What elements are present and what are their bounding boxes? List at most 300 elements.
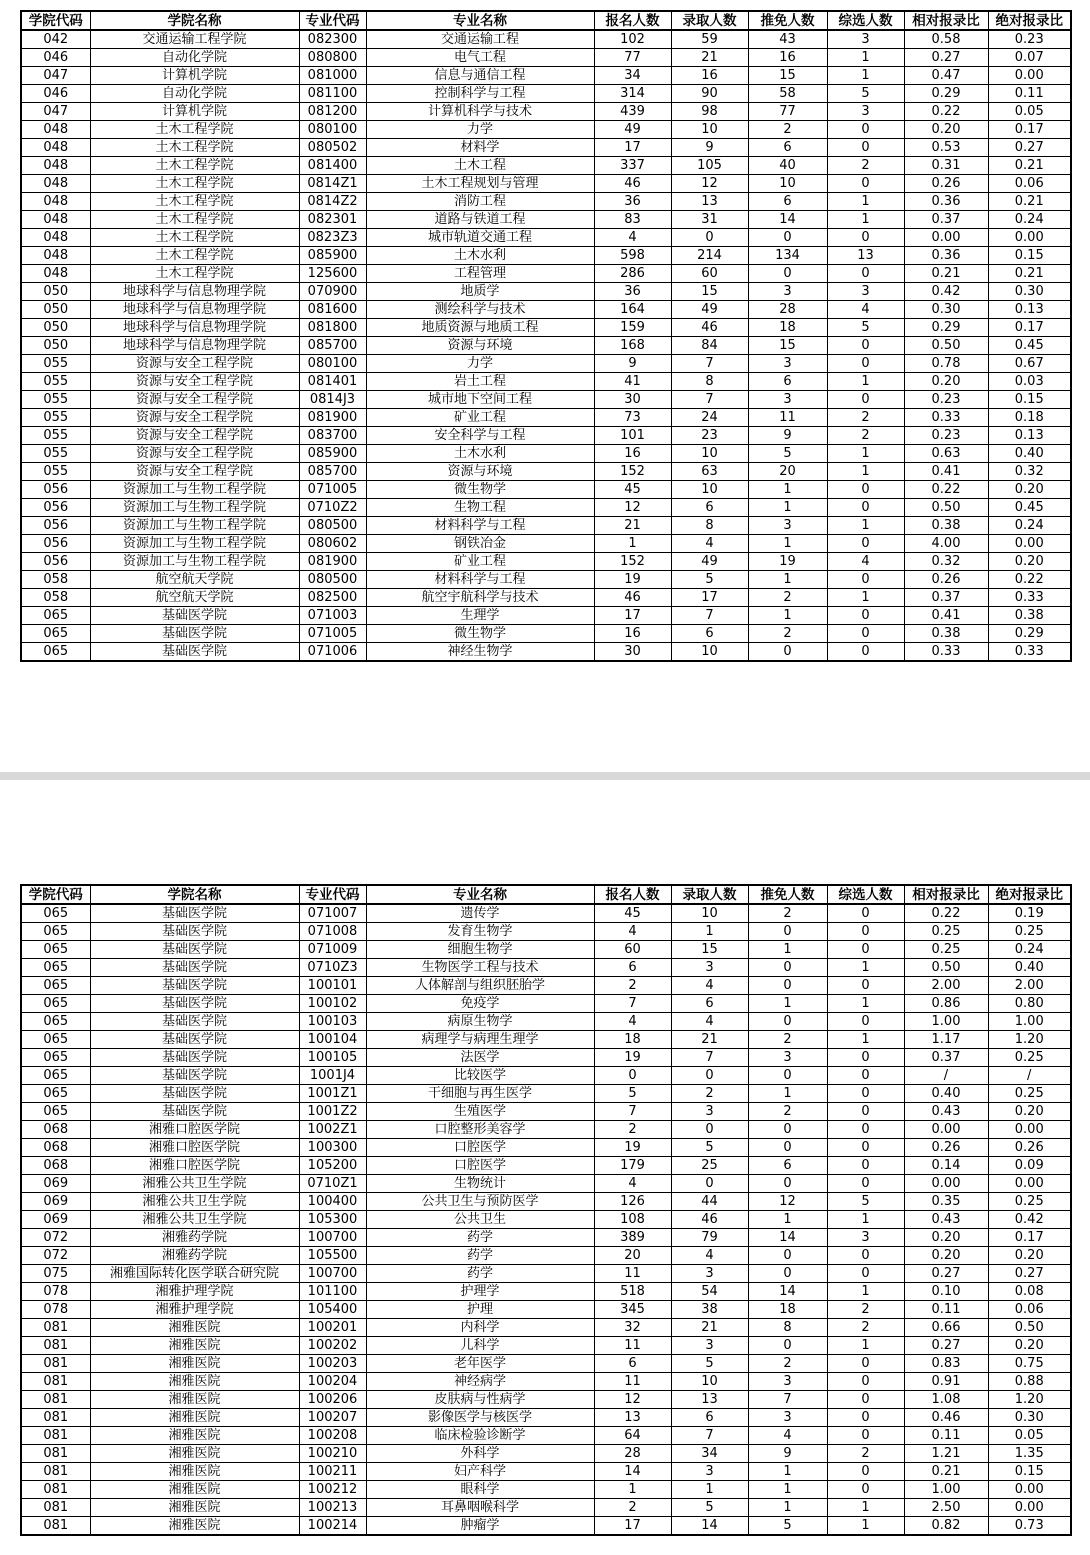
cell-applicants: 83 <box>594 211 671 229</box>
cell-comprehensive: 0 <box>827 1103 904 1121</box>
cell-major-code: 080100 <box>299 355 366 373</box>
cell-major-code: 100105 <box>299 1049 366 1067</box>
cell-admitted: 10 <box>671 121 748 139</box>
cell-college-name: 航空航天学院 <box>90 589 299 607</box>
cell-comprehensive: 0 <box>827 904 904 923</box>
cell-college-code: 047 <box>21 103 90 121</box>
cell-college-code: 065 <box>21 607 90 625</box>
cell-college-name: 基础医学院 <box>90 1067 299 1085</box>
cell-recommended: 3 <box>748 283 827 301</box>
table-row <box>21 1265 1071 1283</box>
cell-absolute-ratio: 0.08 <box>988 1283 1071 1301</box>
cell-absolute-ratio: 0.19 <box>988 904 1071 923</box>
cell-comprehensive: 0 <box>827 265 904 283</box>
cell-recommended: 6 <box>748 139 827 157</box>
cell-comprehensive: 0 <box>827 391 904 409</box>
cell-absolute-ratio: 0.21 <box>988 265 1071 283</box>
cell-absolute-ratio: 0.50 <box>988 1319 1071 1337</box>
cell-major-code: 070900 <box>299 283 366 301</box>
page-2 <box>0 780 1090 1555</box>
cell-college-name: 湘雅口腔医学院 <box>90 1139 299 1157</box>
header-recommended: 推免人数 <box>748 11 827 30</box>
cell-applicants: 77 <box>594 49 671 67</box>
cell-college-name: 土木工程学院 <box>90 265 299 283</box>
cell-absolute-ratio: 0.05 <box>988 103 1071 121</box>
cell-admitted: 13 <box>671 193 748 211</box>
cell-relative-ratio: 1.00 <box>904 1013 988 1031</box>
cell-relative-ratio: 1.21 <box>904 1445 988 1463</box>
cell-college-name: 土木工程学院 <box>90 247 299 265</box>
cell-comprehensive: 2 <box>827 1319 904 1337</box>
cell-applicants: 28 <box>594 1445 671 1463</box>
cell-absolute-ratio: 0.88 <box>988 1373 1071 1391</box>
cell-recommended: 1 <box>748 1211 827 1229</box>
cell-applicants: 126 <box>594 1193 671 1211</box>
cell-absolute-ratio: 0.13 <box>988 427 1071 445</box>
cell-absolute-ratio: 0.45 <box>988 337 1071 355</box>
cell-major-code: 100214 <box>299 1517 366 1536</box>
cell-comprehensive: 0 <box>827 499 904 517</box>
cell-relative-ratio: 0.22 <box>904 904 988 923</box>
cell-major-code: 081100 <box>299 85 366 103</box>
cell-comprehensive: 0 <box>827 1049 904 1067</box>
cell-relative-ratio: 0.11 <box>904 1427 988 1445</box>
cell-recommended: 19 <box>748 553 827 571</box>
cell-relative-ratio: 0.22 <box>904 481 988 499</box>
cell-recommended: 6 <box>748 193 827 211</box>
cell-recommended: 16 <box>748 49 827 67</box>
cell-college-name: 基础医学院 <box>90 923 299 941</box>
header-admitted: 录取人数 <box>671 885 748 904</box>
cell-comprehensive: 1 <box>827 463 904 481</box>
cell-major-name: 材料科学与工程 <box>366 571 594 589</box>
cell-comprehensive: 1 <box>827 445 904 463</box>
cell-admitted: 6 <box>671 499 748 517</box>
cell-college-code: 055 <box>21 409 90 427</box>
cell-college-code: 055 <box>21 445 90 463</box>
cell-comprehensive: 0 <box>827 1463 904 1481</box>
table-row <box>21 941 1071 959</box>
cell-major-name: 生物统计 <box>366 1175 594 1193</box>
cell-relative-ratio: 0.26 <box>904 175 988 193</box>
cell-major-name: 老年医学 <box>366 1355 594 1373</box>
cell-college-code: 068 <box>21 1139 90 1157</box>
table-row <box>21 373 1071 391</box>
cell-admitted: 8 <box>671 373 748 391</box>
cell-admitted: 0 <box>671 229 748 247</box>
cell-recommended: 134 <box>748 247 827 265</box>
table-row <box>21 1013 1071 1031</box>
cell-recommended: 18 <box>748 319 827 337</box>
cell-comprehensive: 0 <box>827 229 904 247</box>
table-row <box>21 1139 1071 1157</box>
table-row <box>21 121 1071 139</box>
cell-recommended: 0 <box>748 977 827 995</box>
table-row <box>21 211 1071 229</box>
cell-major-name: 消防工程 <box>366 193 594 211</box>
cell-major-name: 地质资源与地质工程 <box>366 319 594 337</box>
cell-relative-ratio: 0.50 <box>904 959 988 977</box>
cell-relative-ratio: 0.42 <box>904 283 988 301</box>
cell-comprehensive: 1 <box>827 517 904 535</box>
cell-college-code: 068 <box>21 1157 90 1175</box>
cell-applicants: 16 <box>594 445 671 463</box>
cell-absolute-ratio: 0.17 <box>988 121 1071 139</box>
cell-recommended: 0 <box>748 643 827 662</box>
cell-recommended: 58 <box>748 85 827 103</box>
cell-absolute-ratio: 0.26 <box>988 1139 1071 1157</box>
cell-comprehensive: 5 <box>827 319 904 337</box>
cell-major-name: 妇产科学 <box>366 1463 594 1481</box>
cell-major-code: 100211 <box>299 1463 366 1481</box>
cell-applicants: 49 <box>594 121 671 139</box>
cell-admitted: 90 <box>671 85 748 103</box>
cell-college-name: 地球科学与信息物理学院 <box>90 301 299 319</box>
cell-college-name: 资源与安全工程学院 <box>90 445 299 463</box>
cell-major-name: 工程管理 <box>366 265 594 283</box>
cell-major-code: 080100 <box>299 121 366 139</box>
cell-major-code: 080602 <box>299 535 366 553</box>
cell-college-name: 湘雅医院 <box>90 1391 299 1409</box>
cell-college-name: 地球科学与信息物理学院 <box>90 283 299 301</box>
cell-admitted: 0 <box>671 1067 748 1085</box>
cell-major-code: 0710Z3 <box>299 959 366 977</box>
cell-absolute-ratio: 0.20 <box>988 553 1071 571</box>
cell-applicants: 12 <box>594 1391 671 1409</box>
cell-college-name: 基础医学院 <box>90 1031 299 1049</box>
cell-college-name: 资源与安全工程学院 <box>90 463 299 481</box>
cell-college-code: 065 <box>21 941 90 959</box>
cell-recommended: 2 <box>748 625 827 643</box>
cell-college-code: 048 <box>21 175 90 193</box>
cell-applicants: 2 <box>594 977 671 995</box>
cell-recommended: 1 <box>748 499 827 517</box>
cell-college-code: 050 <box>21 301 90 319</box>
header-major-name: 专业名称 <box>366 11 594 30</box>
cell-comprehensive: 5 <box>827 85 904 103</box>
cell-relative-ratio: 0.21 <box>904 265 988 283</box>
cell-college-name: 地球科学与信息物理学院 <box>90 337 299 355</box>
cell-college-code: 081 <box>21 1427 90 1445</box>
cell-recommended: 43 <box>748 30 827 49</box>
cell-recommended: 9 <box>748 1445 827 1463</box>
cell-recommended: 4 <box>748 1427 827 1445</box>
cell-college-name: 航空航天学院 <box>90 571 299 589</box>
cell-applicants: 598 <box>594 247 671 265</box>
cell-comprehensive: 1 <box>827 1031 904 1049</box>
cell-relative-ratio: 0.37 <box>904 211 988 229</box>
cell-applicants: 5 <box>594 1085 671 1103</box>
cell-relative-ratio: / <box>904 1067 988 1085</box>
cell-comprehensive: 1 <box>827 373 904 391</box>
cell-college-name: 湘雅药学院 <box>90 1229 299 1247</box>
cell-admitted: 84 <box>671 337 748 355</box>
cell-relative-ratio: 2.00 <box>904 977 988 995</box>
cell-applicants: 4 <box>594 1175 671 1193</box>
cell-absolute-ratio: 0.17 <box>988 319 1071 337</box>
cell-admitted: 31 <box>671 211 748 229</box>
cell-college-name: 湘雅口腔医学院 <box>90 1157 299 1175</box>
cell-college-code: 072 <box>21 1229 90 1247</box>
table-row <box>21 445 1071 463</box>
cell-major-name: 细胞生物学 <box>366 941 594 959</box>
cell-major-name: 土木水利 <box>366 247 594 265</box>
cell-college-code: 055 <box>21 373 90 391</box>
cell-applicants: 168 <box>594 337 671 355</box>
cell-applicants: 13 <box>594 1409 671 1427</box>
cell-applicants: 34 <box>594 67 671 85</box>
cell-applicants: 20 <box>594 1247 671 1265</box>
cell-relative-ratio: 0.50 <box>904 337 988 355</box>
cell-college-name: 湘雅公共卫生学院 <box>90 1193 299 1211</box>
cell-relative-ratio: 0.29 <box>904 85 988 103</box>
cell-major-code: 080502 <box>299 139 366 157</box>
cell-admitted: 8 <box>671 517 748 535</box>
cell-applicants: 19 <box>594 571 671 589</box>
cell-college-code: 078 <box>21 1301 90 1319</box>
cell-major-name: 计算机科学与技术 <box>366 103 594 121</box>
cell-relative-ratio: 0.20 <box>904 373 988 391</box>
cell-comprehensive: 1 <box>827 995 904 1013</box>
cell-absolute-ratio: 0.06 <box>988 175 1071 193</box>
cell-comprehensive: 0 <box>827 535 904 553</box>
cell-absolute-ratio: 1.35 <box>988 1445 1071 1463</box>
cell-admitted: 21 <box>671 1319 748 1337</box>
table-row <box>21 1283 1071 1301</box>
cell-college-name: 湘雅医院 <box>90 1337 299 1355</box>
cell-major-name: 影像医学与核医学 <box>366 1409 594 1427</box>
cell-college-code: 048 <box>21 121 90 139</box>
cell-major-code: 1001J4 <box>299 1067 366 1085</box>
cell-college-code: 048 <box>21 139 90 157</box>
cell-college-code: 065 <box>21 959 90 977</box>
table-row <box>21 1463 1071 1481</box>
cell-applicants: 286 <box>594 265 671 283</box>
cell-relative-ratio: 1.00 <box>904 1481 988 1499</box>
header-admitted: 录取人数 <box>671 11 748 30</box>
cell-college-code: 048 <box>21 229 90 247</box>
cell-college-code: 081 <box>21 1391 90 1409</box>
cell-major-code: 100208 <box>299 1427 366 1445</box>
cell-admitted: 9 <box>671 139 748 157</box>
cell-admitted: 59 <box>671 30 748 49</box>
cell-absolute-ratio: 0.15 <box>988 1463 1071 1481</box>
cell-absolute-ratio: 0.67 <box>988 355 1071 373</box>
cell-college-code: 058 <box>21 589 90 607</box>
cell-college-name: 湘雅医院 <box>90 1319 299 1337</box>
cell-applicants: 73 <box>594 409 671 427</box>
cell-recommended: 77 <box>748 103 827 121</box>
cell-comprehensive: 0 <box>827 1355 904 1373</box>
cell-college-name: 土木工程学院 <box>90 193 299 211</box>
cell-major-name: 微生物学 <box>366 481 594 499</box>
cell-applicants: 101 <box>594 427 671 445</box>
cell-applicants: 314 <box>594 85 671 103</box>
table-row <box>21 1499 1071 1517</box>
cell-major-name: 病原生物学 <box>366 1013 594 1031</box>
cell-recommended: 0 <box>748 1265 827 1283</box>
cell-major-name: 口腔医学 <box>366 1157 594 1175</box>
cell-college-code: 046 <box>21 49 90 67</box>
cell-relative-ratio: 0.33 <box>904 643 988 662</box>
cell-recommended: 2 <box>748 904 827 923</box>
table-row <box>21 391 1071 409</box>
cell-college-name: 资源加工与生物工程学院 <box>90 517 299 535</box>
cell-recommended: 5 <box>748 1517 827 1536</box>
cell-comprehensive: 2 <box>827 409 904 427</box>
cell-admitted: 6 <box>671 625 748 643</box>
header-absolute-ratio: 绝对报录比 <box>988 11 1071 30</box>
cell-applicants: 11 <box>594 1265 671 1283</box>
cell-major-name: 力学 <box>366 121 594 139</box>
cell-college-code: 081 <box>21 1355 90 1373</box>
cell-major-name: 外科学 <box>366 1445 594 1463</box>
table-row <box>21 1193 1071 1211</box>
cell-recommended: 8 <box>748 1319 827 1337</box>
cell-admitted: 105 <box>671 157 748 175</box>
cell-applicants: 518 <box>594 1283 671 1301</box>
table-row <box>21 1409 1071 1427</box>
cell-major-code: 081400 <box>299 157 366 175</box>
table-row <box>21 1121 1071 1139</box>
cell-absolute-ratio: 0.33 <box>988 589 1071 607</box>
cell-major-name: 航空宇航科学与技术 <box>366 589 594 607</box>
header-relative-ratio: 相对报录比 <box>904 11 988 30</box>
cell-major-code: 1002Z1 <box>299 1121 366 1139</box>
cell-recommended: 0 <box>748 1337 827 1355</box>
cell-comprehensive: 0 <box>827 1085 904 1103</box>
cell-applicants: 2 <box>594 1121 671 1139</box>
cell-comprehensive: 0 <box>827 1247 904 1265</box>
cell-admitted: 79 <box>671 1229 748 1247</box>
cell-applicants: 46 <box>594 175 671 193</box>
cell-major-code: 071009 <box>299 941 366 959</box>
cell-admitted: 5 <box>671 1355 748 1373</box>
cell-comprehensive: 0 <box>827 1157 904 1175</box>
table-row <box>21 229 1071 247</box>
cell-comprehensive: 1 <box>827 49 904 67</box>
cell-major-name: 口腔整形美容学 <box>366 1121 594 1139</box>
cell-admitted: 38 <box>671 1301 748 1319</box>
cell-relative-ratio: 4.00 <box>904 535 988 553</box>
cell-recommended: 3 <box>748 355 827 373</box>
cell-absolute-ratio: 0.15 <box>988 391 1071 409</box>
cell-absolute-ratio: 0.30 <box>988 1409 1071 1427</box>
cell-recommended: 1 <box>748 941 827 959</box>
cell-relative-ratio: 0.43 <box>904 1211 988 1229</box>
cell-comprehensive: 0 <box>827 571 904 589</box>
table-row <box>21 1373 1071 1391</box>
cell-relative-ratio: 0.27 <box>904 1337 988 1355</box>
cell-major-code: 100104 <box>299 1031 366 1049</box>
cell-recommended: 14 <box>748 1229 827 1247</box>
cell-relative-ratio: 0.86 <box>904 995 988 1013</box>
cell-recommended: 3 <box>748 1049 827 1067</box>
cell-college-code: 055 <box>21 355 90 373</box>
cell-comprehensive: 4 <box>827 553 904 571</box>
cell-major-name: 法医学 <box>366 1049 594 1067</box>
cell-college-code: 081 <box>21 1337 90 1355</box>
cell-college-code: 065 <box>21 1067 90 1085</box>
table-row <box>21 643 1071 662</box>
cell-absolute-ratio: 0.00 <box>988 1481 1071 1499</box>
cell-college-name: 资源与安全工程学院 <box>90 427 299 445</box>
cell-applicants: 389 <box>594 1229 671 1247</box>
cell-major-code: 100210 <box>299 1445 366 1463</box>
cell-college-code: 081 <box>21 1517 90 1536</box>
cell-relative-ratio: 0.32 <box>904 553 988 571</box>
cell-major-name: 药学 <box>366 1247 594 1265</box>
cell-recommended: 0 <box>748 1175 827 1193</box>
cell-admitted: 0 <box>671 1175 748 1193</box>
cell-absolute-ratio: 0.13 <box>988 301 1071 319</box>
cell-major-name: 城市轨道交通工程 <box>366 229 594 247</box>
cell-relative-ratio: 0.38 <box>904 517 988 535</box>
cell-major-code: 071005 <box>299 625 366 643</box>
cell-college-code: 065 <box>21 977 90 995</box>
cell-comprehensive: 0 <box>827 1373 904 1391</box>
cell-absolute-ratio: 0.07 <box>988 49 1071 67</box>
cell-absolute-ratio: 0.18 <box>988 409 1071 427</box>
cell-admitted: 5 <box>671 571 748 589</box>
cell-college-code: 065 <box>21 1049 90 1067</box>
cell-college-name: 资源与安全工程学院 <box>90 355 299 373</box>
cell-admitted: 7 <box>671 1427 748 1445</box>
cell-absolute-ratio: 0.00 <box>988 535 1071 553</box>
cell-college-name: 基础医学院 <box>90 1013 299 1031</box>
cell-comprehensive: 0 <box>827 1067 904 1085</box>
cell-absolute-ratio: 0.29 <box>988 625 1071 643</box>
cell-relative-ratio: 0.25 <box>904 923 988 941</box>
cell-college-name: 土木工程学院 <box>90 211 299 229</box>
cell-applicants: 1 <box>594 1481 671 1499</box>
cell-recommended: 2 <box>748 1355 827 1373</box>
cell-admitted: 0 <box>671 1121 748 1139</box>
cell-major-name: 神经病学 <box>366 1373 594 1391</box>
cell-recommended: 1 <box>748 1499 827 1517</box>
cell-college-code: 056 <box>21 517 90 535</box>
cell-applicants: 19 <box>594 1139 671 1157</box>
cell-college-code: 069 <box>21 1211 90 1229</box>
cell-absolute-ratio: 0.80 <box>988 995 1071 1013</box>
cell-admitted: 14 <box>671 1517 748 1536</box>
cell-applicants: 179 <box>594 1157 671 1175</box>
table-row <box>21 1391 1071 1409</box>
cell-major-name: 肿瘤学 <box>366 1517 594 1536</box>
cell-major-code: 100207 <box>299 1409 366 1427</box>
cell-comprehensive: 4 <box>827 301 904 319</box>
cell-recommended: 2 <box>748 589 827 607</box>
cell-relative-ratio: 0.47 <box>904 67 988 85</box>
cell-major-name: 道路与铁道工程 <box>366 211 594 229</box>
cell-comprehensive: 2 <box>827 1301 904 1319</box>
table-row <box>21 1067 1071 1085</box>
cell-relative-ratio: 0.20 <box>904 1247 988 1265</box>
cell-absolute-ratio: 0.11 <box>988 85 1071 103</box>
table-row <box>21 103 1071 121</box>
cell-applicants: 30 <box>594 643 671 662</box>
cell-college-name: 基础医学院 <box>90 995 299 1013</box>
cell-major-code: 105500 <box>299 1247 366 1265</box>
cell-college-code: 081 <box>21 1409 90 1427</box>
cell-relative-ratio: 0.00 <box>904 1121 988 1139</box>
header-major-code: 专业代码 <box>299 885 366 904</box>
cell-comprehensive: 0 <box>827 139 904 157</box>
cell-admitted: 4 <box>671 535 748 553</box>
cell-absolute-ratio: 0.32 <box>988 463 1071 481</box>
cell-comprehensive: 0 <box>827 337 904 355</box>
table-row <box>21 1481 1071 1499</box>
